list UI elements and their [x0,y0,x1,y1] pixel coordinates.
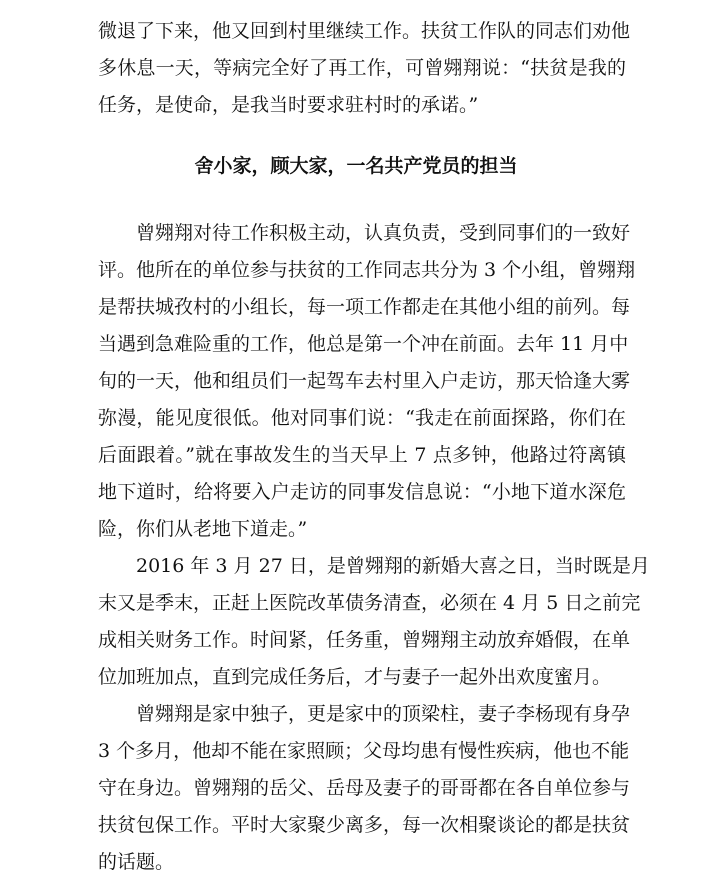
section-heading: 舍小家，顾大家，一名共产党员的担当 [194,155,518,177]
text-line: 是帮扶城孜村的小组长，每一项工作都走在其他小组的前列。每 [98,296,631,318]
text-line: 地下道时，给将要入户走访的同事发信息说：“小地下道水深危 [98,481,626,503]
text-line: 旬的一天，他和组员们一起驾车去村里入户走访，那天恰逢大雾 [98,370,631,392]
text-line: 3 个多月，他却不能在家照顾；父母均患有慢性疾病，他也不能 [98,740,630,762]
text-line: 评。他所在的单位参与扶贫的工作同志共分为 3 个小组，曾翙翔 [98,259,636,281]
text-line: 曾翙翔是家中独子，更是家中的顶梁柱，妻子李杨现有身孕 [136,703,631,725]
text-line: 多休息一天，等病完全好了再工作，可曾翙翔说：“扶贫是我的 [98,57,626,79]
text-line: 任务，是使命，是我当时要求驻村时的承诺。” [98,94,479,116]
text-line: 弥漫，能见度很低。他对同事们说：“我走在前面探路，你们在 [98,407,626,429]
text-line: 微退了下来，他又回到村里继续工作。扶贫工作队的同志们劝他 [98,20,631,42]
text-line: 位加班加点，直到完成任务后，才与妻子一起外出欢度蜜月。 [98,666,612,688]
text-line: 成相关财务工作。时间紧，任务重，曾翙翔主动放弃婚假，在单 [98,629,631,651]
text-line: 末又是季末，正赶上医院改革债务清查，必须在 4 月 5 日之前完 [98,592,641,614]
text-line: 曾翙翔对待工作积极主动，认真负责，受到同事们的一致好 [136,222,631,244]
text-line: 2016 年 3 月 27 日，是曾翙翔的新婚大喜之日，当时既是月 [136,555,650,577]
text-line: 当遇到急难险重的工作，他总是第一个冲在前面。去年 11 月中 [98,333,629,355]
text-line: 扶贫包保工作。平时大家聚少离多，每一次相聚谈论的都是扶贫 [98,814,631,836]
text-line: 后面跟着。”就在事故发生的当天早上 7 点多钟，他路过符离镇 [98,444,626,466]
text-line: 守在身边。曾翙翔的岳父、岳母及妻子的哥哥都在各自单位参与 [98,777,631,799]
text-line: 的话题。 [98,851,175,873]
text-line: 险，你们从老地下道走。” [98,518,308,540]
